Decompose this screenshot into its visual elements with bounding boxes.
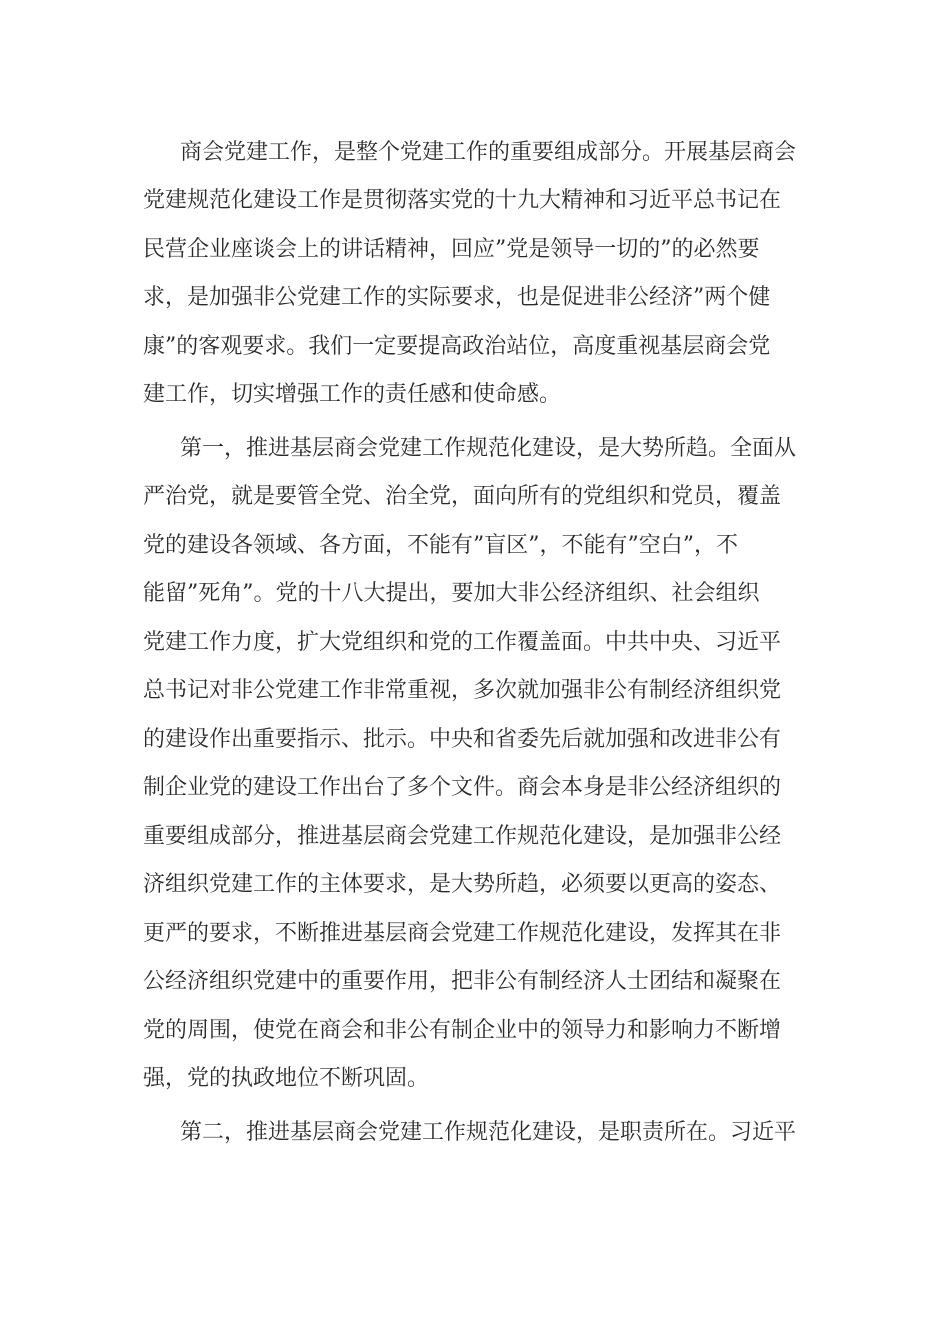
paragraph-2-line-7: 的建设作出重要指示、批示。中央和省委先后就加强和改进非公有 bbox=[143, 727, 782, 752]
paragraph-2-line-1: 第一，推进基层商会党建工作规范化建设，是大势所趋。全面从 bbox=[180, 436, 797, 461]
paragraph-2-line-5: 党建工作力度，扩大党组织和党的工作覆盖面。中共中央、习近平 bbox=[143, 630, 782, 655]
paragraph-2-line-12: 公经济组织党建中的重要作用，把非公有制经济人士团结和凝聚在 bbox=[143, 969, 782, 994]
paragraph-2-line-11: 更严的要求，不断推进基层商会党建工作规范化建设，发挥其在非 bbox=[143, 921, 782, 946]
paragraph-1-line-2: 党建规范化建设工作是贯彻落实党的十九大精神和习近平总书记在 bbox=[143, 188, 782, 213]
paragraph-2-line-13: 党的周围，使党在商会和非公有制企业中的领导力和影响力不断增 bbox=[143, 1018, 782, 1043]
paragraph-1-line-1: 商会党建工作，是整个党建工作的重要组成部分。开展基层商会 bbox=[180, 140, 797, 165]
paragraph-3-line-1: 第二，推进基层商会党建工作规范化建设，是职责所在。习近平 bbox=[180, 1120, 797, 1145]
paragraph-2-line-2: 严治党，就是要管全党、治全党，面向所有的党组织和党员，覆盖 bbox=[143, 484, 782, 509]
paragraph-2-line-8: 制企业党的建设工作出台了多个文件。商会本身是非公经济组织的 bbox=[143, 775, 782, 800]
paragraph-2-line-14: 强，党的执政地位不断巩固。 bbox=[143, 1066, 430, 1091]
paragraph-1-line-3: 民营企业座谈会上的讲话精神，回应”党是领导一切的”的必然要 bbox=[143, 237, 760, 262]
paragraph-1-line-6: 建工作，切实增强工作的责任感和使命感。 bbox=[143, 382, 562, 407]
paragraph-2-line-3: 党的建设各领域、各方面，不能有”盲区”，不能有”空白”，不 bbox=[143, 533, 738, 558]
paragraph-2-line-9: 重要组成部分，推进基层商会党建工作规范化建设，是加强非公经 bbox=[143, 824, 782, 849]
paragraph-1-line-5: 康”的客观要求。我们一定要提高政治站位，高度重视基层商会党 bbox=[143, 334, 771, 359]
paragraph-2-line-10: 济组织党建工作的主体要求，是大势所趋，必须要以更高的姿态、 bbox=[143, 872, 782, 897]
paragraph-2-line-4: 能留”死角”。党的十八大提出，要加大非公经济组织、社会组织 bbox=[143, 581, 760, 606]
paragraph-2-line-6: 总书记对非公党建工作非常重视，多次就加强非公有制经济组织党 bbox=[143, 678, 782, 703]
paragraph-1-line-4: 求，是加强非公党建工作的实际要求，也是促进非公经济”两个健 bbox=[143, 285, 771, 310]
